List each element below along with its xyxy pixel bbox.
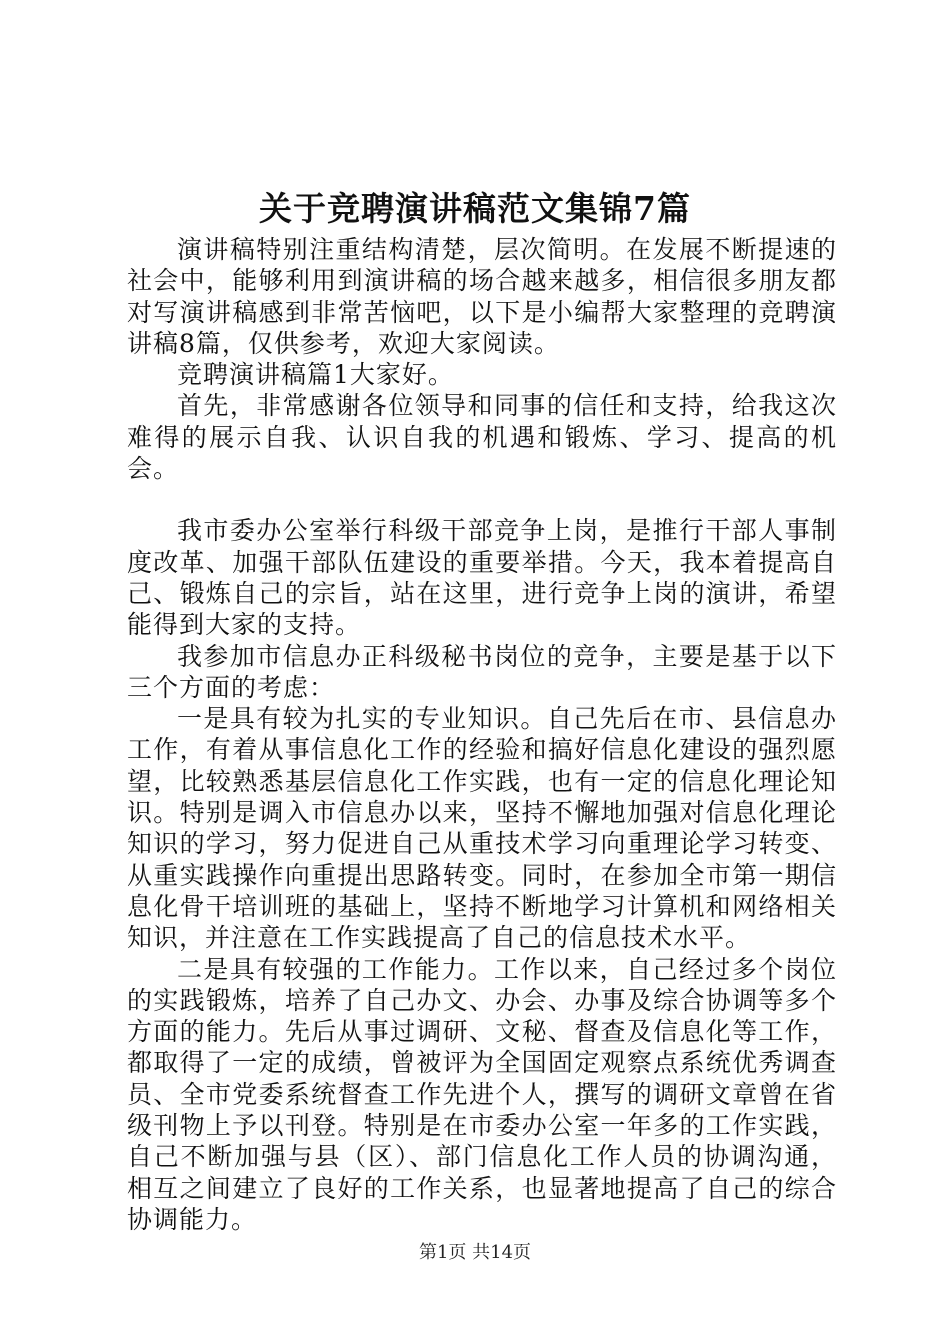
document-body [127, 234, 837, 1235]
page-footer: 第1页 共14页 [418, 1242, 532, 1263]
paragraph-background: 我市委办公室举行科级干部竞争上岗，是推行干部人事制度改革、加强干部队伍建设的重要举措。今天，我本着提高自己、锻炼自己的宗旨，站在这里，进行竞争上岗的演讲，希望能得到大家的支持。 [127, 516, 837, 640]
paragraph-point-two: 二是具有较强的工作能力。工作以来，自己经过多个岗位的实践锻炼，培养了自己办文、办会、办事及综合协调等多个方面的能力。先后从事过调研、文秘、督查及信息化等工作，都取得了一定的成绩，曾被评为全国固定观察点系统优秀调查员、全市党委系统督查工作先进个人，撰写的调研文章曾在省级刊物上予以刊登。特别是在市委办公室一年多的工作实践，自己不断加强与县（区）、部门信息化工作人员的协调沟通，相互之间建立了良好的工作关系，也显著地提高了自己的综合协调能力。 [127, 954, 837, 1234]
paragraph-point-one: 一是具有较为扎实的专业知识。自己先后在市、县信息办工作，有着从事信息化工作的经验和搞好信息化建设的强烈愿望，比较熟悉基层信息化工作实践，也有一定的信息化理论知识。特别是调入市信息办以来，坚持不懈地加强对信息化理论知识的学习，努力促进自己从重技术学习向重理论学习转变、从重实践操作向重提出思路转变。同时，在参加全市第一期信息化骨干培训班的基础上，坚持不断地学习计算机和网络相关知识，并注意在工作实践提高了自己的信息技术水平。 [127, 704, 837, 953]
paragraph-thanks: 首先，非常感谢各位领导和同事的信任和支持，给我这次难得的展示自我、认识自我的机遇和锻炼、学习、提高的机会。 [127, 391, 837, 484]
document-title: 关于竞聘演讲稿范文集锦7篇 [259, 189, 691, 228]
paragraph-position: 我参加市信息办正科级秘书岗位的竞争，主要是基于以下三个方面的考虑： [127, 641, 837, 702]
paragraph-speech-1-greeting: 竞聘演讲稿篇1大家好。 [177, 360, 454, 390]
paragraph-intro: 演讲稿特别注重结构清楚，层次简明。在发展不断提速的社会中，能够利用到演讲稿的场合越来越多，相信很多朋友都对写演讲稿感到非常苦恼吧，以下是小编帮大家整理的竞聘演讲稿8篇，仅供参考，欢迎大家阅读。 [127, 235, 837, 358]
